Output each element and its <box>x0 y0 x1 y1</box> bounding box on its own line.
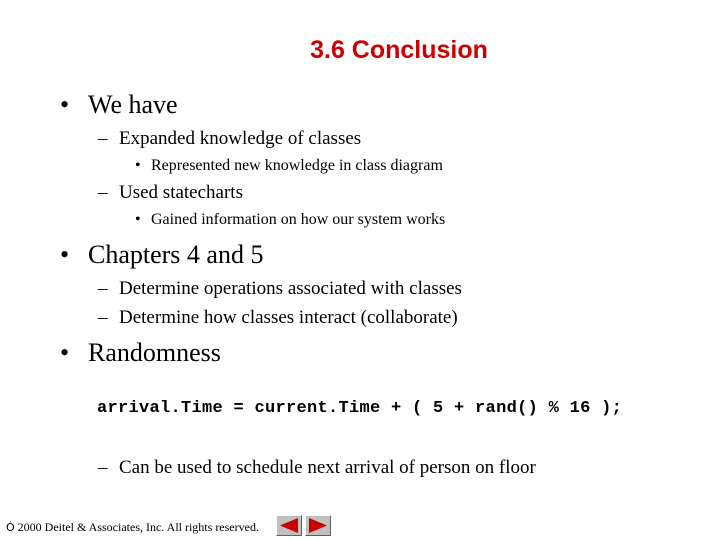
dash-marker: – <box>98 182 108 203</box>
bullet-text: Chapters 4 and 5 <box>88 240 264 269</box>
bullet-text: Expanded knowledge of classes <box>119 128 362 149</box>
subsubbullet-gained <box>135 211 445 229</box>
bullet-text: Represented new knowledge in class diagram <box>151 157 443 174</box>
subsubbullet-represented <box>135 157 443 175</box>
dash-marker: – <box>98 307 108 328</box>
bullet-text: Determine how classes interact (collaborate) <box>119 307 458 328</box>
dash-marker: – <box>98 457 108 478</box>
copyright-symbol: Ó <box>6 521 15 534</box>
bullet-marker: • <box>135 157 141 174</box>
subbullet-determine-how <box>98 307 458 329</box>
right-triangle-icon <box>306 516 330 535</box>
subbullet-determine-ops <box>98 278 462 300</box>
copyright-text: 2000 Deitel & Associates, Inc. All rights reserved. <box>14 520 259 534</box>
slide-title: 3.6 Conclusion <box>310 36 488 64</box>
subbullet-schedule <box>98 457 536 479</box>
dash-marker: – <box>98 128 108 149</box>
subbullet-used <box>98 182 243 204</box>
dash-marker: – <box>98 278 108 299</box>
bullet-text: Determine operations associated with classes <box>119 278 462 299</box>
bullet-text: Can be used to schedule next arrival of person on floor <box>119 457 536 478</box>
code-line: arrival.Time = current.Time + ( 5 + rand() % 16 ); <box>97 399 623 418</box>
subbullet-expanded <box>98 128 361 150</box>
bullet-marker: • <box>60 240 70 269</box>
bullet-text: Used statecharts <box>119 182 243 203</box>
previous-slide-button[interactable] <box>276 515 302 536</box>
bullet-we-have <box>60 90 178 120</box>
bullet-chapters <box>60 240 263 270</box>
left-triangle-icon <box>277 516 301 535</box>
bullet-marker: • <box>135 211 141 228</box>
next-slide-button[interactable] <box>305 515 331 536</box>
bullet-marker: • <box>60 338 70 367</box>
bullet-text: Gained information on how our system works <box>151 211 446 228</box>
footer-copyright <box>6 520 259 535</box>
bullet-marker: • <box>60 90 70 119</box>
bullet-text: Randomness <box>88 338 221 367</box>
bullet-randomness <box>60 338 221 368</box>
bullet-text: We have <box>88 90 178 119</box>
